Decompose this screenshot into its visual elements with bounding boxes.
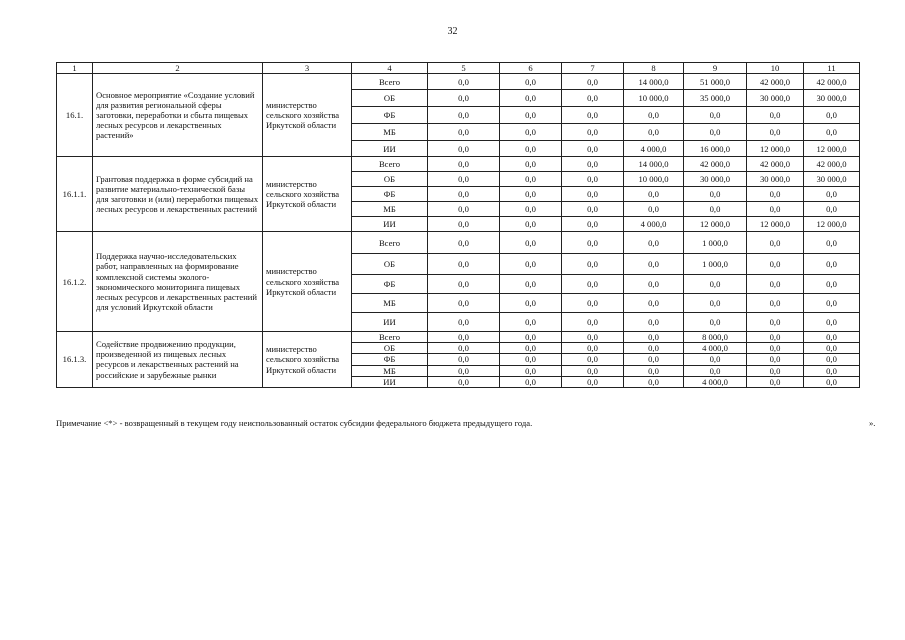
amount-cell: 0,0 xyxy=(804,376,860,387)
column-header: 5 xyxy=(428,63,500,74)
amount-cell: 0,0 xyxy=(428,376,500,387)
amount-cell: 0,0 xyxy=(428,217,500,232)
amount-cell: 0,0 xyxy=(804,313,860,332)
funding-source: ИИ xyxy=(352,313,428,332)
amount-cell: 0,0 xyxy=(624,343,684,354)
item-title: Основное мероприятие «Создание условий для развития региональной сферы заготовки, переработки и сбыта пищевых лесных ресурсов и лекарственных растений» xyxy=(93,74,263,157)
amount-cell: 0,0 xyxy=(500,157,562,172)
amount-cell: 0,0 xyxy=(500,376,562,387)
amount-cell: 12 000,0 xyxy=(804,217,860,232)
amount-cell: 8 000,0 xyxy=(684,332,747,343)
amount-cell: 0,0 xyxy=(684,275,747,294)
funding-source: ФБ xyxy=(352,275,428,294)
funding-source: ОБ xyxy=(352,90,428,107)
funding-source: Всего xyxy=(352,332,428,343)
amount-cell: 0,0 xyxy=(562,141,624,157)
amount-cell: 0,0 xyxy=(624,232,684,254)
amount-cell: 0,0 xyxy=(562,232,624,254)
amount-cell: 4 000,0 xyxy=(684,343,747,354)
funding-source: ФБ xyxy=(352,354,428,365)
amount-cell: 0,0 xyxy=(804,124,860,141)
funding-source: ИИ xyxy=(352,376,428,387)
item-code: 16.1.1. xyxy=(57,157,93,232)
amount-cell: 0,0 xyxy=(624,294,684,313)
funding-source: МБ xyxy=(352,294,428,313)
amount-cell: 30 000,0 xyxy=(747,172,804,187)
amount-cell: 0,0 xyxy=(500,172,562,187)
amount-cell: 0,0 xyxy=(428,141,500,157)
amount-cell: 0,0 xyxy=(428,172,500,187)
amount-cell: 42 000,0 xyxy=(804,157,860,172)
amount-cell: 12 000,0 xyxy=(684,217,747,232)
amount-cell: 0,0 xyxy=(804,107,860,124)
amount-cell: 0,0 xyxy=(804,232,860,254)
amount-cell: 0,0 xyxy=(428,157,500,172)
item-code: 16.1.2. xyxy=(57,232,93,332)
amount-cell: 35 000,0 xyxy=(684,90,747,107)
amount-cell: 0,0 xyxy=(747,254,804,275)
amount-cell: 0,0 xyxy=(624,313,684,332)
amount-cell: 30 000,0 xyxy=(747,90,804,107)
amount-cell: 0,0 xyxy=(747,343,804,354)
amount-cell: 0,0 xyxy=(624,254,684,275)
amount-cell: 0,0 xyxy=(500,343,562,354)
amount-cell: 0,0 xyxy=(500,254,562,275)
budget-table xyxy=(56,62,860,388)
amount-cell: 0,0 xyxy=(562,275,624,294)
header-row xyxy=(57,63,860,74)
funding-source: Всего xyxy=(352,157,428,172)
item-title: Содействие продвижению продукции, произведенной из пищевых лесных ресурсов и лекарственных растений на российские и зарубежные рынки xyxy=(93,332,263,388)
amount-cell: 12 000,0 xyxy=(747,141,804,157)
amount-cell: 0,0 xyxy=(562,74,624,90)
amount-cell: 0,0 xyxy=(500,124,562,141)
amount-cell: 0,0 xyxy=(747,376,804,387)
column-header: 10 xyxy=(747,63,804,74)
column-header: 6 xyxy=(500,63,562,74)
amount-cell: 0,0 xyxy=(500,187,562,202)
amount-cell: 0,0 xyxy=(428,275,500,294)
amount-cell: 0,0 xyxy=(684,202,747,217)
amount-cell: 14 000,0 xyxy=(624,157,684,172)
amount-cell: 0,0 xyxy=(428,202,500,217)
amount-cell: 0,0 xyxy=(804,202,860,217)
amount-cell: 12 000,0 xyxy=(804,141,860,157)
item-executor: министерство сельского хозяйства Иркутской области xyxy=(263,157,352,232)
amount-cell: 0,0 xyxy=(500,294,562,313)
amount-cell: 0,0 xyxy=(428,354,500,365)
amount-cell: 0,0 xyxy=(747,313,804,332)
amount-cell: 0,0 xyxy=(684,313,747,332)
amount-cell: 0,0 xyxy=(428,313,500,332)
amount-cell: 10 000,0 xyxy=(624,90,684,107)
amount-cell: 0,0 xyxy=(428,187,500,202)
footnote: Примечание <*> - возвращенный в текущем году неиспользованный остаток субсидии федерального бюджета предыдущего года. xyxy=(56,418,533,428)
amount-cell: 0,0 xyxy=(562,124,624,141)
amount-cell: 12 000,0 xyxy=(747,217,804,232)
item-code: 16.1.3. xyxy=(57,332,93,388)
funding-source: МБ xyxy=(352,202,428,217)
amount-cell: 42 000,0 xyxy=(747,74,804,90)
amount-cell: 0,0 xyxy=(500,141,562,157)
amount-cell: 0,0 xyxy=(562,202,624,217)
funding-source: ИИ xyxy=(352,141,428,157)
amount-cell: 0,0 xyxy=(500,202,562,217)
amount-cell: 0,0 xyxy=(747,187,804,202)
amount-cell: 0,0 xyxy=(562,187,624,202)
column-header: 7 xyxy=(562,63,624,74)
amount-cell: 0,0 xyxy=(500,365,562,376)
amount-cell: 0,0 xyxy=(747,232,804,254)
amount-cell: 42 000,0 xyxy=(804,74,860,90)
amount-cell: 30 000,0 xyxy=(804,90,860,107)
amount-cell: 0,0 xyxy=(428,294,500,313)
amount-cell: 0,0 xyxy=(428,124,500,141)
amount-cell: 0,0 xyxy=(747,124,804,141)
amount-cell: 0,0 xyxy=(500,332,562,343)
amount-cell: 0,0 xyxy=(428,232,500,254)
amount-cell: 30 000,0 xyxy=(684,172,747,187)
amount-cell: 4 000,0 xyxy=(624,217,684,232)
amount-cell: 0,0 xyxy=(428,74,500,90)
column-header: 2 xyxy=(93,63,263,74)
amount-cell: 0,0 xyxy=(747,202,804,217)
amount-cell: 0,0 xyxy=(804,343,860,354)
footnote-closing-mark: ». xyxy=(869,418,876,428)
amount-cell: 0,0 xyxy=(428,90,500,107)
amount-cell: 10 000,0 xyxy=(624,172,684,187)
amount-cell: 0,0 xyxy=(500,217,562,232)
amount-cell: 42 000,0 xyxy=(747,157,804,172)
funding-source: ОБ xyxy=(352,254,428,275)
amount-cell: 0,0 xyxy=(804,332,860,343)
table-row xyxy=(57,74,860,90)
amount-cell: 0,0 xyxy=(624,365,684,376)
amount-cell: 0,0 xyxy=(804,294,860,313)
amount-cell: 0,0 xyxy=(747,275,804,294)
amount-cell: 0,0 xyxy=(684,354,747,365)
column-header: 11 xyxy=(804,63,860,74)
amount-cell: 0,0 xyxy=(747,107,804,124)
amount-cell: 51 000,0 xyxy=(684,74,747,90)
amount-cell: 0,0 xyxy=(684,124,747,141)
column-header: 9 xyxy=(684,63,747,74)
amount-cell: 0,0 xyxy=(624,376,684,387)
amount-cell: 0,0 xyxy=(562,365,624,376)
amount-cell: 0,0 xyxy=(684,294,747,313)
item-title: Поддержка научно-исследовательских работ, направленных на формирование комплексной системы эколого-экономического мониторинга пищевых лесных ресурсов и лекарственных растений для условий Иркутской области xyxy=(93,232,263,332)
amount-cell: 0,0 xyxy=(684,187,747,202)
amount-cell: 0,0 xyxy=(500,74,562,90)
amount-cell: 0,0 xyxy=(562,332,624,343)
table-row xyxy=(57,332,860,343)
amount-cell: 16 000,0 xyxy=(684,141,747,157)
amount-cell: 0,0 xyxy=(684,365,747,376)
amount-cell: 0,0 xyxy=(624,124,684,141)
page-number: 32 xyxy=(447,26,458,37)
amount-cell: 0,0 xyxy=(428,254,500,275)
amount-cell: 0,0 xyxy=(500,275,562,294)
amount-cell: 0,0 xyxy=(562,343,624,354)
amount-cell: 4 000,0 xyxy=(624,141,684,157)
amount-cell: 0,0 xyxy=(500,313,562,332)
amount-cell: 0,0 xyxy=(804,275,860,294)
amount-cell: 0,0 xyxy=(747,365,804,376)
amount-cell: 0,0 xyxy=(562,294,624,313)
amount-cell: 0,0 xyxy=(747,332,804,343)
amount-cell: 0,0 xyxy=(562,354,624,365)
amount-cell: 0,0 xyxy=(624,107,684,124)
item-code: 16.1. xyxy=(57,74,93,157)
amount-cell: 0,0 xyxy=(804,187,860,202)
funding-source: МБ xyxy=(352,124,428,141)
amount-cell: 0,0 xyxy=(500,354,562,365)
table-body xyxy=(57,74,860,388)
amount-cell: 0,0 xyxy=(428,107,500,124)
amount-cell: 0,0 xyxy=(684,107,747,124)
amount-cell: 0,0 xyxy=(562,90,624,107)
amount-cell: 0,0 xyxy=(624,354,684,365)
amount-cell: 42 000,0 xyxy=(684,157,747,172)
amount-cell: 0,0 xyxy=(562,254,624,275)
amount-cell: 0,0 xyxy=(562,313,624,332)
amount-cell: 0,0 xyxy=(562,376,624,387)
amount-cell: 0,0 xyxy=(428,332,500,343)
amount-cell: 0,0 xyxy=(804,254,860,275)
table-row xyxy=(57,157,860,172)
amount-cell: 30 000,0 xyxy=(804,172,860,187)
amount-cell: 0,0 xyxy=(624,202,684,217)
amount-cell: 0,0 xyxy=(500,232,562,254)
funding-source: ИИ xyxy=(352,217,428,232)
item-executor: министерство сельского хозяйства Иркутской области xyxy=(263,74,352,157)
amount-cell: 0,0 xyxy=(428,343,500,354)
amount-cell: 0,0 xyxy=(562,107,624,124)
amount-cell: 0,0 xyxy=(624,275,684,294)
funding-source: ФБ xyxy=(352,107,428,124)
funding-source: ФБ xyxy=(352,187,428,202)
column-header: 3 xyxy=(263,63,352,74)
amount-cell: 0,0 xyxy=(428,365,500,376)
item-executor: министерство сельского хозяйства Иркутской области xyxy=(263,232,352,332)
column-header: 4 xyxy=(352,63,428,74)
amount-cell: 0,0 xyxy=(747,294,804,313)
item-title: Грантовая поддержка в форме субсидий на развитие материально-технической базы для заготовки и (или) переработки пищевых лесных ресурсов и лекарственных растений xyxy=(93,157,263,232)
funding-source: Всего xyxy=(352,74,428,90)
amount-cell: 0,0 xyxy=(562,157,624,172)
funding-source: ОБ xyxy=(352,343,428,354)
funding-source: МБ xyxy=(352,365,428,376)
amount-cell: 0,0 xyxy=(500,90,562,107)
amount-cell: 0,0 xyxy=(804,354,860,365)
amount-cell: 0,0 xyxy=(804,365,860,376)
amount-cell: 14 000,0 xyxy=(624,74,684,90)
amount-cell: 0,0 xyxy=(624,332,684,343)
amount-cell: 0,0 xyxy=(747,354,804,365)
column-header: 8 xyxy=(624,63,684,74)
amount-cell: 0,0 xyxy=(500,107,562,124)
amount-cell: 4 000,0 xyxy=(684,376,747,387)
column-header: 1 xyxy=(57,63,93,74)
amount-cell: 0,0 xyxy=(624,187,684,202)
item-executor: министерство сельского хозяйства Иркутской области xyxy=(263,332,352,388)
funding-source: ОБ xyxy=(352,172,428,187)
table-row xyxy=(57,232,860,254)
funding-source: Всего xyxy=(352,232,428,254)
amount-cell: 1 000,0 xyxy=(684,232,747,254)
amount-cell: 0,0 xyxy=(562,172,624,187)
amount-cell: 1 000,0 xyxy=(684,254,747,275)
amount-cell: 0,0 xyxy=(562,217,624,232)
